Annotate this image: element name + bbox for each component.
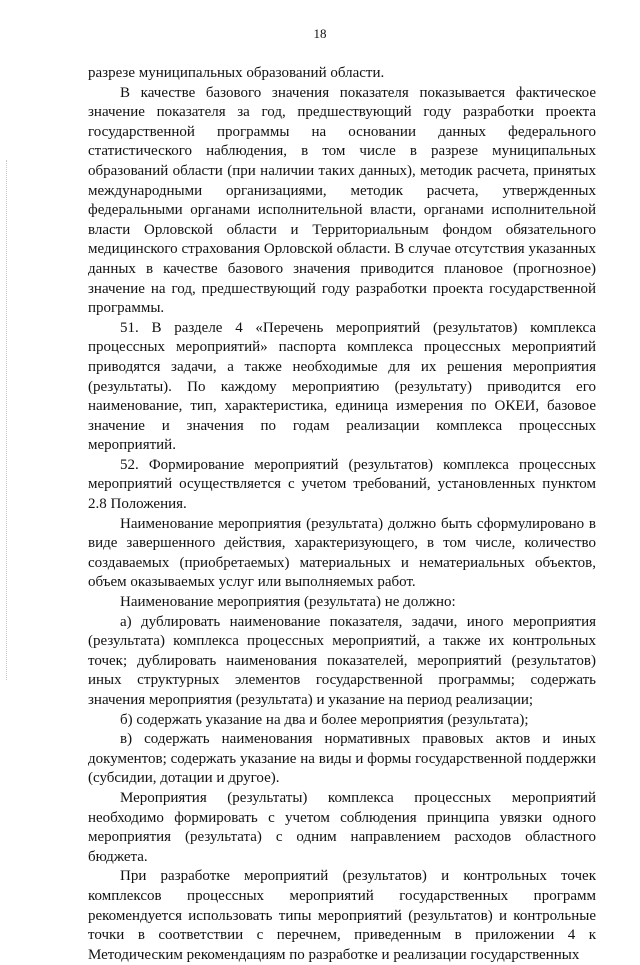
paragraph-base-value: В качестве базового значения показателя показывается фактическое значение показателя за год, предшествующий году разработки проекта государственной программы на основании данных федерального статистического наблюдения, в том числе в разрезе муниципальных образований области (при наличии таких данных), методик расчета, принятых международными организациями, методик расчета, утвержденных федеральными органами исполнительной власти, органами исполнительной власти Орловской области и Территориальным фондом обязательного медицинского страхования Орловской области. В случае отсутствия указанных данных в качестве базового значения приводится плановое (прогнозное) значение на год, предшествующий году разработки проекта государственной программы. — [88, 84, 596, 317]
page-number: 18 — [313, 26, 327, 41]
binding-margin-mark — [6, 160, 9, 680]
list-item-b: б) содержать указание на два и более мероприятия (результата); — [120, 711, 529, 728]
paragraph-continuation: разрезе муниципальных образований области. — [88, 65, 385, 81]
page-body — [88, 64, 596, 965]
paragraph-control-points: При разработке мероприятий (результатов) и контрольных точек комплексов процессных мероприятий государственных программ рекомендуется использовать типы мероприятий (результатов) и контрольные точки в соответствии с перечнем, приведенным в приложении 4 к Методическим рекомендациям по разработке и реализации государственных — [88, 868, 596, 963]
paragraph-item-51: 51. В разделе 4 «Перечень мероприятий (результатов) комплекса процессных мероприятий» паспорта комплекса процессных мероприятий приводятся задачи, а также необходимые для их решения мероприятия (результаты). По каждому мероприятию (результату) приводится его наименование, тип, характеристика, единица измерения по ОКЕИ, базовое значение и значения по годам реализации комплекса процессных мероприятий. — [88, 319, 596, 454]
paragraph-item-52: 52. Формирование мероприятий (результатов) комплекса процессных мероприятий осуществляется с учетом требований, установленных пунктом 2.8 Положения. — [88, 456, 596, 513]
list-item-v: в) содержать наименования нормативных правовых актов и иных документов; содержать указание на виды и формы государственной поддержки (субсидии, дотации и другое). — [88, 731, 596, 787]
paragraph-result-naming: Наименование мероприятия (результата) должно быть сформулировано в виде завершенного действия, характеризующего, в том числе, количество создаваемых (приобретаемых) материальных и нематериальных объектов, объем оказываемых услуг или выполняемых работ. — [88, 515, 596, 591]
list-item-a: а) дублировать наименование показателя, задачи, иного мероприятия (результата) комплекса процессных мероприятий, а также их контрольных точек; дублировать наименования показателей, мероприятий (результатов) иных структурных элементов государственной программы; содержать значения мероприятия (результата) и указание на период реализации; — [88, 613, 596, 708]
paragraph-naming-restrictions: Наименование мероприятия (результата) не должно: — [120, 594, 456, 611]
paragraph-budget-linkage: Мероприятия (результаты) комплекса процессных мероприятий необходимо формировать с учетом соблюдения принципа увязки одного мероприятия (результата) с одним направлением расходов областного бюджета. — [88, 789, 596, 865]
